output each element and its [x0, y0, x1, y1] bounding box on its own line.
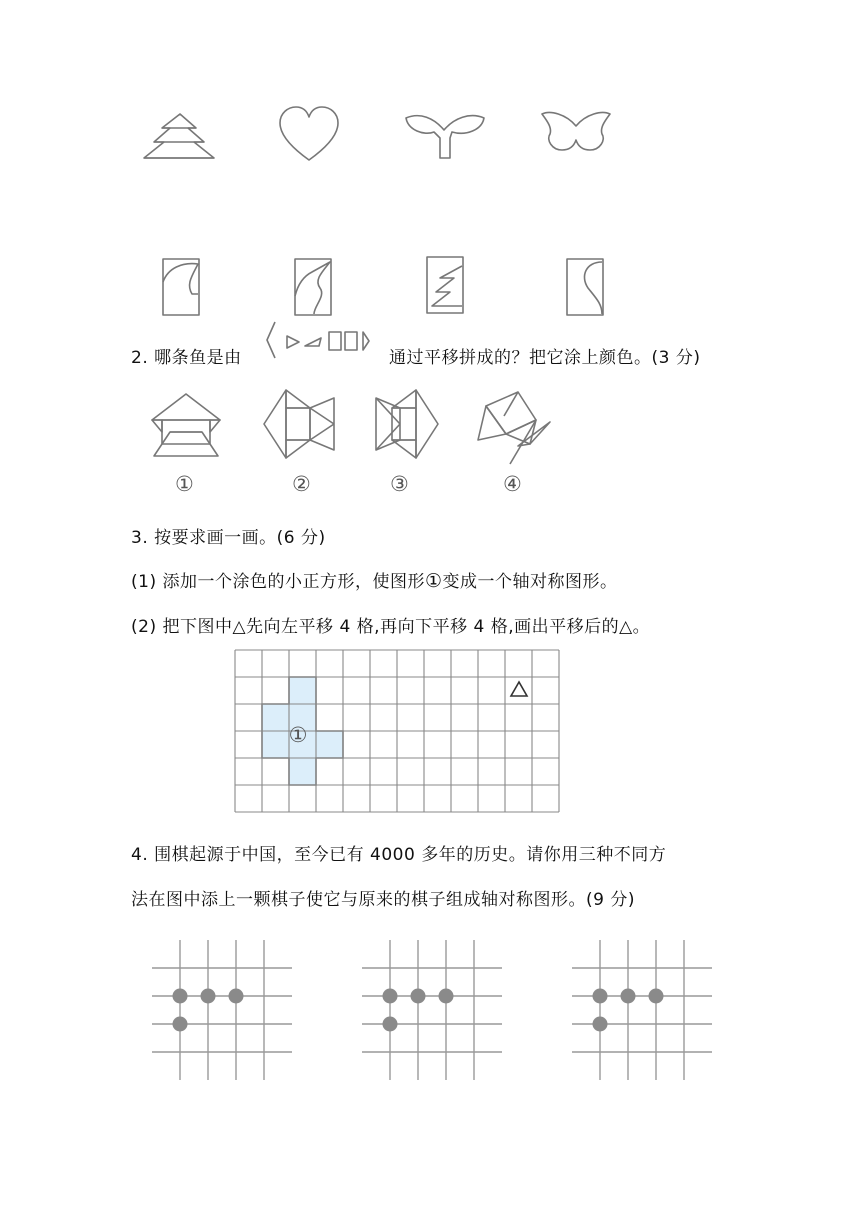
go-stone-icon — [593, 989, 608, 1004]
q4-line2: 法在图中添上一颗棋子使它与原来的棋子组成轴对称图形。(9 分) — [131, 890, 635, 910]
go-stone-icon — [383, 989, 398, 1004]
q3-sub2: (2) 把下图中△先向左平移 4 格,再向下平移 4 格,画出平移后的△。 — [131, 617, 651, 637]
go-board-3[interactable] — [570, 938, 720, 1088]
cross-shape-label: ① — [288, 723, 308, 747]
shape-butterfly-icon — [540, 106, 620, 166]
shape-heart-icon — [278, 105, 348, 165]
shape-sprout-icon — [404, 108, 494, 168]
q4-line1: 4. 围棋起源于中国，至今已有 4000 多年的历史。请你用三种不同方 — [131, 845, 667, 865]
q3-sub1-suffix: 变成一个轴对称图形。 — [442, 572, 618, 592]
q3-sub1 — [131, 567, 618, 592]
q3-sub1-circled: ① — [424, 570, 443, 592]
go-board-1[interactable] — [150, 938, 300, 1088]
go-stone-icon — [411, 989, 426, 1004]
go-stone-icon — [621, 989, 636, 1004]
triangle-icon — [511, 682, 527, 696]
fish-1-label: ① — [175, 472, 194, 496]
go-stone-icon — [201, 989, 216, 1004]
q3-sub1-prefix: (1) 添加一个涂色的小正方形，使图形 — [131, 572, 425, 592]
fish-3-label: ③ — [390, 472, 409, 496]
translation-grid[interactable] — [235, 650, 565, 820]
go-stone-icon — [593, 1017, 608, 1032]
fish-1-icon[interactable] — [148, 390, 228, 460]
q3-title: 3. 按要求画一画。(6 分) — [131, 528, 326, 548]
fish-4-label: ④ — [503, 472, 522, 496]
fish-2-label: ② — [292, 472, 311, 496]
shape-tree-icon — [140, 112, 220, 172]
go-board-2[interactable] — [360, 938, 510, 1088]
fish-4-icon[interactable] — [474, 386, 564, 466]
half-shape-1-icon — [162, 258, 202, 318]
go-stone-icon — [229, 989, 244, 1004]
go-stone-icon — [439, 989, 454, 1004]
fish-3-icon[interactable] — [374, 386, 454, 466]
go-stone-icon — [173, 989, 188, 1004]
go-stone-icon — [173, 1017, 188, 1032]
fish-2-icon[interactable] — [262, 386, 342, 466]
q2-prefix: 2. 哪条鱼是由 — [131, 348, 242, 368]
go-stone-icon — [383, 1017, 398, 1032]
fish-parts-icon — [265, 320, 375, 362]
half-shape-3-icon — [426, 256, 466, 316]
q2-suffix: 通过平移拼成的？把它涂上颜色。(3 分) — [389, 348, 701, 368]
go-stone-icon — [649, 989, 664, 1004]
half-shape-2-icon — [294, 258, 334, 318]
half-shape-4-icon — [566, 258, 606, 318]
